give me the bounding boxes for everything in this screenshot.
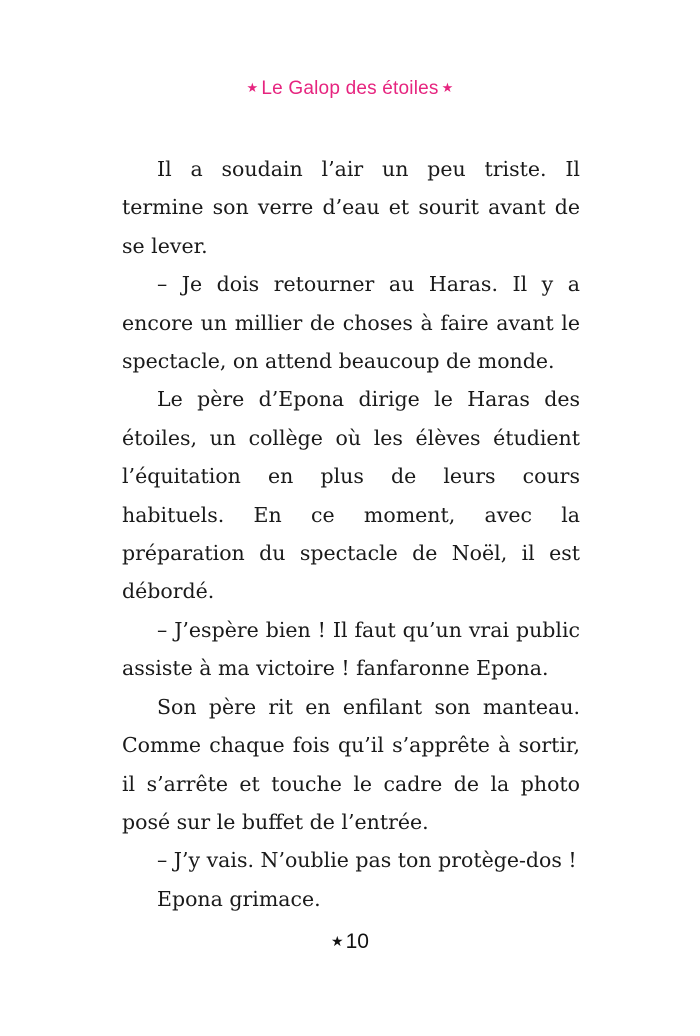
body-text [122,150,580,918]
star-icon: ★ [246,80,259,95]
running-header [0,78,700,100]
paragraph: Le père d’Epona dirige le Haras des étoiles, un collège où les élèves étudient l’équitation en plus de leurs cours habituels. En ce moment, avec la préparation du spectacle de Noël, il est débordé. [122,387,580,604]
page-folio [0,930,700,954]
paragraph: – J’y vais. N’oublie pas ton protège-dos ! [157,848,577,873]
book-title: Le Galop des étoiles [261,78,439,99]
paragraph: – J’espère bien ! Il faut qu’un vrai public assiste à ma victoire ! fanfaronne Epona. [122,617,580,681]
paragraph: – Je dois retourner au Haras. Il y a encore un millier de choses à faire avant le spectacle, on attend beaucoup de monde. [122,272,580,374]
paragraph: Son père rit en enfilant son manteau. Comme chaque fois qu’il s’apprête à sortir, il s’arrête et touche le cadre de la photo posé sur le buffet de l’entrée. [122,694,580,834]
star-icon: ★ [441,80,454,95]
paragraph: Epona grimace. [157,886,321,911]
page-number: 10 [345,930,369,953]
paragraph: Il a soudain l’air un peu triste. Il termine son verre d’eau et sourit avant de se lever. [122,157,580,258]
star-icon: ★ [331,933,344,949]
